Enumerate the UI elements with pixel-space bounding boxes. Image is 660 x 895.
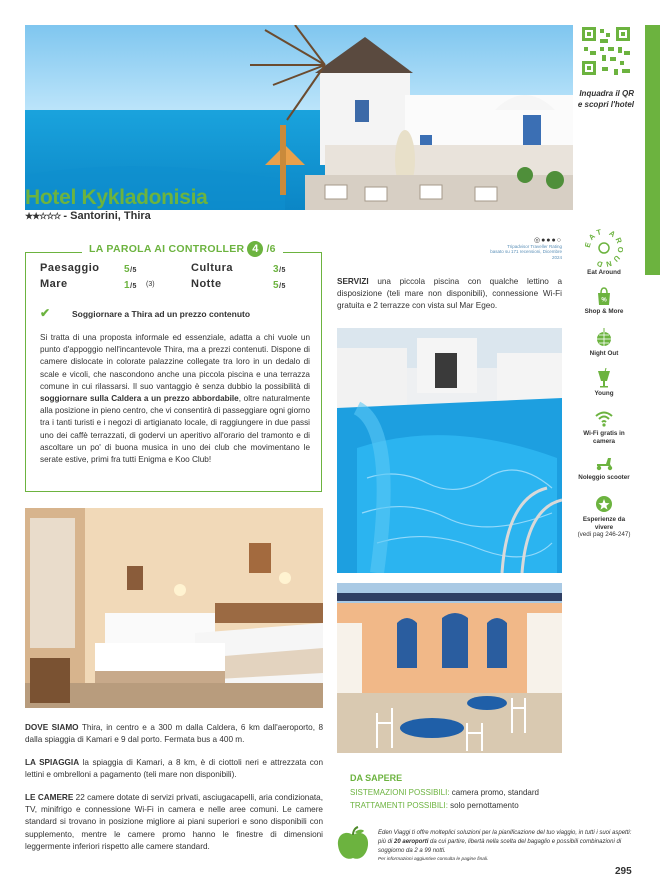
servizi-text bbox=[337, 276, 562, 313]
rating-max: /5 bbox=[279, 283, 286, 290]
dove-siamo-text bbox=[25, 722, 323, 746]
trattamenti-line bbox=[350, 801, 519, 810]
rating-value bbox=[124, 279, 137, 291]
da-sapere-title: DA SAPERE bbox=[350, 773, 403, 783]
sidebar-item-label: Noleggio scooter bbox=[578, 474, 630, 481]
pool-image bbox=[337, 328, 562, 573]
rating-label: Notte bbox=[191, 278, 222, 290]
sidebar-item-wifi bbox=[578, 408, 630, 445]
rating-score: 3 bbox=[273, 264, 280, 275]
rating-label: Cultura bbox=[191, 262, 233, 274]
controller-score-max: /6 bbox=[266, 243, 276, 255]
eden-highlight: 20 aeroporti bbox=[394, 838, 429, 845]
sidebar-item-scooter bbox=[578, 452, 630, 482]
sidebar-item-label: Esperienze da vivere bbox=[582, 516, 626, 531]
rating-max: /5 bbox=[279, 267, 286, 274]
accent-side-bar bbox=[645, 25, 660, 275]
shopping-bag-icon bbox=[594, 286, 614, 306]
tripadvisor-icon: ◎●●●○ bbox=[533, 237, 562, 244]
dove-siamo-body: Thira, in centro e a 300 m dalla Caldera, 6 km dall'aeroporto, 8 dalla spiaggia di Kamari e 9 dal porto. Fermata bus a 400 m. bbox=[25, 723, 323, 745]
tripadvisor-line1: Tripadvisor Traveller Rating bbox=[507, 243, 562, 249]
eat-around-badge bbox=[585, 229, 623, 267]
controller-title bbox=[82, 241, 283, 257]
qr-code[interactable] bbox=[580, 25, 632, 77]
rating-value bbox=[124, 263, 137, 275]
eat-around-label: Eat Around bbox=[587, 269, 621, 276]
controller-score: 4 bbox=[247, 241, 263, 257]
hotel-title: Hotel Kykladonisia bbox=[25, 186, 208, 209]
trattamenti-label: TRATTAMENTI POSSIBILI: bbox=[350, 801, 448, 810]
courtyard-image bbox=[337, 583, 562, 753]
experience-icon bbox=[594, 494, 614, 514]
sidebar-item-esperienze bbox=[575, 494, 633, 539]
camere-label: LE CAMERE bbox=[25, 793, 74, 802]
sidebar-item-label: Shop & More bbox=[584, 308, 624, 315]
sistemazioni-value: camera promo, standard bbox=[449, 788, 539, 797]
eden-part-c: da cui partire, libertà nella scelta del bagaglio e possibili combinazioni di soggiorno da 2 a 99 notti. bbox=[378, 838, 622, 854]
svg-text:%: % bbox=[601, 297, 607, 304]
sidebar-item-label: Wi-Fi gratis in camera bbox=[583, 430, 625, 445]
controller-description bbox=[40, 332, 310, 466]
qr-caption-line2: e scopri l'hotel bbox=[577, 100, 634, 109]
page-number: 295 bbox=[615, 866, 632, 877]
rating-max: /5 bbox=[130, 267, 137, 274]
rating-max: /5 bbox=[130, 283, 137, 290]
room-image bbox=[25, 508, 323, 708]
check-icon: ✔ bbox=[40, 306, 51, 320]
sidebar-item-young bbox=[578, 368, 630, 398]
desc-part-c: , oltre naturalmente alla posizione in pieno centro, che vi consentirà di passeggiare ogni giorno tra i tanti turisti e i negozi di artigianato locale, di raggiungere in due passi uno dei caffè terrazzati, di godervi un aperitivo all'orario del tramonto e di ascoltare un po' di buona musica in uno dei club che movimentano le serate estive, primi fra tutti Enigma e Koo Club! bbox=[40, 394, 311, 465]
wifi-icon bbox=[594, 408, 614, 428]
rating-label: Paesaggio bbox=[40, 262, 100, 274]
sidebar-item-label: Night Out bbox=[589, 350, 619, 357]
controller-tagline: Soggiornare a Thira ad un prezzo contenuto bbox=[72, 309, 251, 319]
hotel-subtitle bbox=[25, 210, 151, 222]
spiaggia-text bbox=[25, 757, 323, 781]
rating-score: 1 bbox=[124, 280, 131, 291]
rating-value bbox=[273, 279, 286, 291]
spiaggia-label: LA SPIAGGIA bbox=[25, 758, 80, 767]
esperienze-page-ref: (vedi pag 246-247) bbox=[577, 531, 631, 538]
tripadvisor-line2: basato su 171 recensioni, Dicembre 2024 bbox=[490, 249, 562, 260]
rating-score: 5 bbox=[124, 264, 131, 275]
tripadvisor-rating bbox=[480, 238, 562, 260]
rating-score: 5 bbox=[273, 280, 280, 291]
controller-title-text: LA PAROLA AI CONTROLLER bbox=[89, 243, 245, 255]
sidebar-item-nightout bbox=[578, 328, 630, 358]
eat-around-ring-text: AT A UND bbox=[586, 229, 622, 267]
star-rating: ★★☆☆☆ bbox=[25, 211, 61, 221]
sidebar-item-shop bbox=[578, 286, 630, 316]
spiaggia-body: la spiaggia di Kamari, a 8 km, è di ciottoli neri e attrezzata con lettini e ombrelloni a pagamento (teli mare non disponibili). bbox=[25, 758, 323, 780]
rating-value bbox=[273, 263, 286, 275]
apple-icon bbox=[336, 826, 370, 862]
sistemazioni-line bbox=[350, 788, 539, 797]
desc-part-a: Si tratta di una proposta informale ed essenziale, adatta a chi vuole un punto d'appoggio nell'incantevole Thira, ma a prezzi contenuti. Dispone di camere dislocate in colorate palazzine collegate tra loro in un dedalo di scale e vicoli, che nascondono anche una piccola piscina e una terrazza comune in cui rilassarsi. Il suo vantaggio è senza dubbio la possibilità di bbox=[40, 333, 310, 391]
sidebar-item-label: Young bbox=[594, 390, 614, 397]
hotel-location: - Santorini, Thira bbox=[63, 210, 151, 222]
qr-caption-line1: Inquadra il QR bbox=[579, 89, 634, 98]
rating-label: Mare bbox=[40, 278, 68, 290]
svg-text:EAT AROUND bbox=[585, 229, 623, 267]
hero-image-santorini bbox=[25, 25, 573, 210]
servizi-label: SERVIZI bbox=[337, 277, 369, 286]
cocktail-icon bbox=[594, 368, 614, 388]
qr-caption bbox=[568, 88, 634, 110]
disco-ball-icon bbox=[594, 328, 614, 348]
trattamenti-value: solo pernottamento bbox=[447, 801, 519, 810]
rating-note: (3) bbox=[146, 281, 155, 288]
scooter-icon bbox=[594, 452, 614, 472]
eden-footnote: Per informazioni aggiuntive consulta le pagine finali. bbox=[378, 857, 489, 862]
servizi-body: una piccola piscina con qualche lettino a disposizione (teli mare non disponibili), connessione Wi-Fi gratuita e 2 terrazze con vista sul Mar Egeo. bbox=[337, 277, 562, 311]
eden-info bbox=[378, 829, 636, 855]
desc-highlight: soggiornare sulla Caldera a un prezzo abbordabile bbox=[40, 394, 239, 404]
eden-part-a: Eden Viaggi ti offre molteplici soluzioni per la pianificazione del tuo viaggio, in tutti i suoi aspetti: più di bbox=[378, 830, 632, 845]
sistemazioni-label: SISTEMAZIONI POSSIBILI: bbox=[350, 788, 450, 797]
dove-siamo-label: DOVE SIAMO bbox=[25, 723, 79, 732]
camere-body: 22 camere dotate di servizi privati, asciugacapelli, aria condizionata, TV, minifrigo e connessione Wi-Fi in camera e nelle aree comuni. Le camere standard si trovano in posizione migliore ai piani superiori e sono disponibili con supplemento, mentre le camere promo hanno le finestre di dimensioni leggermente inferiori rispetto alle camere standard. bbox=[25, 793, 323, 851]
camere-text bbox=[25, 792, 323, 853]
